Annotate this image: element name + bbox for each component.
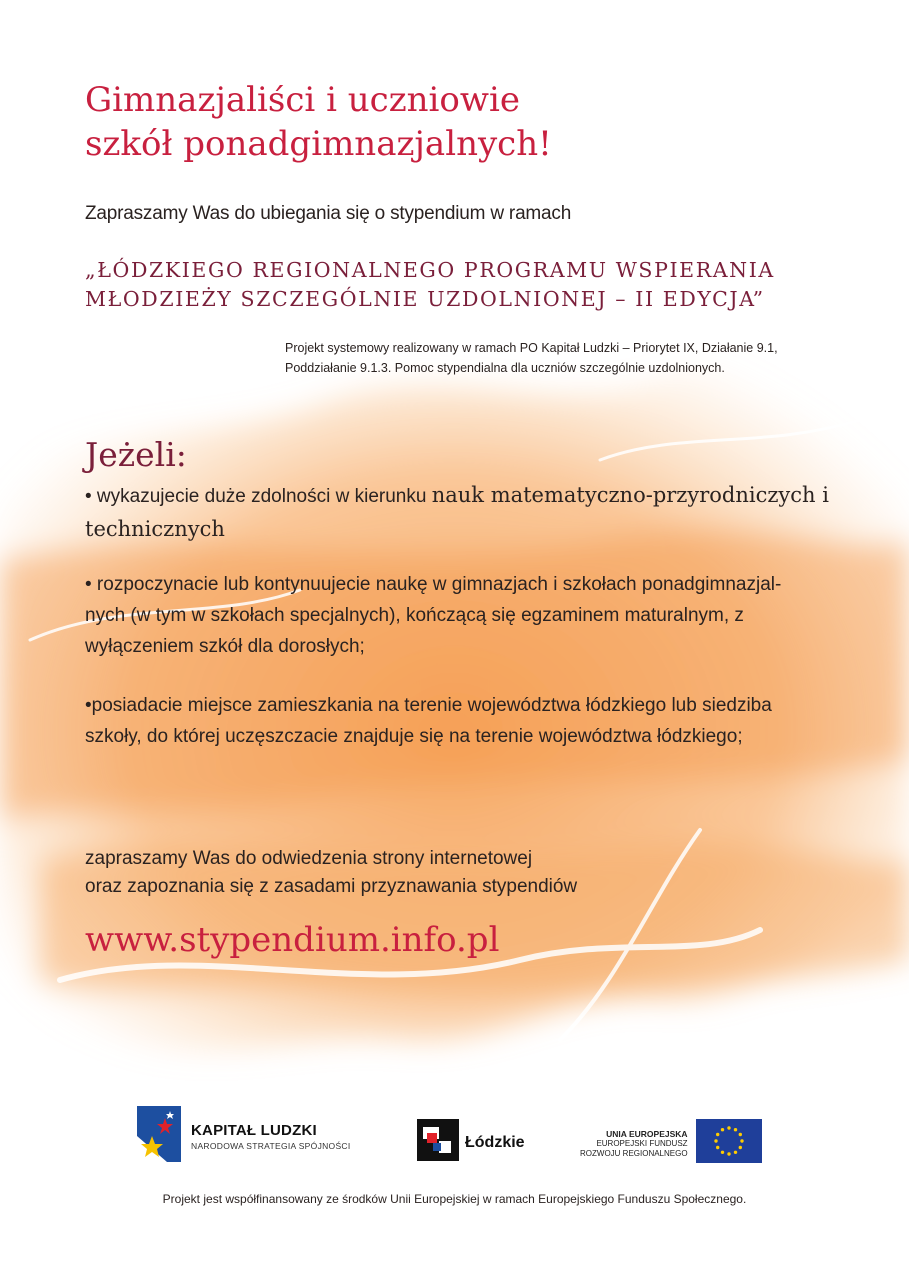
condition-2-line-2: nych (w tym w szkołach specjalnych), kończącą się egzaminem maturalnym, z xyxy=(85,605,744,626)
condition-3-line-2: szkoły, do której uczęszczacie znajduje się na terenie województwa łódzkiego; xyxy=(85,726,743,747)
condition-1-text: • wykazujecie duże zdolności w kierunku xyxy=(85,486,432,507)
headline-line-1: Gimnazjaliści i uczniowie xyxy=(85,80,520,120)
website-link[interactable]: www.stypendium.info.pl xyxy=(85,920,500,960)
conditions-heading: Jeżeli: xyxy=(85,435,187,474)
kapital-ludzki-logo-icon xyxy=(137,1106,181,1167)
eu-line-3: ROZWOJU REGIONALNEGO xyxy=(580,1148,688,1158)
project-note-line-1: Projekt systemowy realizowany w ramach PO Kapitał Ludzki – Priorytet IX, Działanie 9.1, xyxy=(285,341,778,355)
eu-flag-icon xyxy=(696,1119,762,1168)
lodzkie-logo-icon xyxy=(417,1119,459,1166)
kapital-ludzki-logo xyxy=(137,1106,351,1167)
project-note-line-2: Poddziałanie 9.1.3. Pomoc stypendialna dla uczniów szczególnie uzdolnionych. xyxy=(285,361,725,375)
condition-1 xyxy=(85,479,845,547)
headline xyxy=(85,78,845,166)
eu-logo xyxy=(580,1119,762,1168)
program-title-line-2: MŁODZIEŻY SZCZEGÓLNIE UZDOLNIONEJ – II EDYCJA” xyxy=(85,287,765,311)
project-note xyxy=(285,338,885,378)
invite-text: Zapraszamy Was do ubiegania się o stypendium w ramach xyxy=(85,203,572,224)
condition-1-highlight: nauk matematyczno-przyrodniczych i technicznych xyxy=(85,483,829,541)
eu-line-2: EUROPEJSKI FUNDUSZ xyxy=(596,1138,688,1148)
condition-3 xyxy=(85,690,845,752)
program-title-line-1: „ŁÓDZKIEGO REGIONALNEGO PROGRAMU WSPIERANIA xyxy=(85,258,775,282)
condition-2 xyxy=(85,569,845,662)
eu-line-1: UNIA EUROPEJSKA xyxy=(606,1128,688,1139)
lodzkie-logo xyxy=(417,1119,525,1166)
lodzkie-label: Łódzkie xyxy=(465,1133,525,1151)
kapital-ludzki-title: KAPITAŁ LUDZKI xyxy=(191,1122,317,1139)
condition-2-line-3: wyłączeniem szkół dla dorosłych; xyxy=(85,636,365,657)
visit-text xyxy=(85,845,785,901)
visit-line-1: zapraszamy Was do odwiedzenia strony internetowej xyxy=(85,848,533,869)
headline-line-2: szkół ponadgimnazjalnych! xyxy=(85,124,552,164)
program-title xyxy=(85,256,845,314)
kapital-ludzki-subtitle: NARODOWA STRATEGIA SPÓJNOŚCI xyxy=(191,1141,351,1151)
footer-note: Projekt jest współfinansowany ze środków Unii Europejskiej w ramach Europejskiego Funduszu Społecznego. xyxy=(162,1192,747,1206)
visit-line-2: oraz zapoznania się z zasadami przyznawania stypendiów xyxy=(85,876,578,897)
condition-3-line-1: •posiadacie miejsce zamieszkania na terenie województwa łódzkiego lub siedziba xyxy=(85,695,772,716)
condition-2-line-1: • rozpoczynacie lub kontynuujecie naukę w gimnazjach i szkołach ponadgimnazjal- xyxy=(85,574,782,595)
